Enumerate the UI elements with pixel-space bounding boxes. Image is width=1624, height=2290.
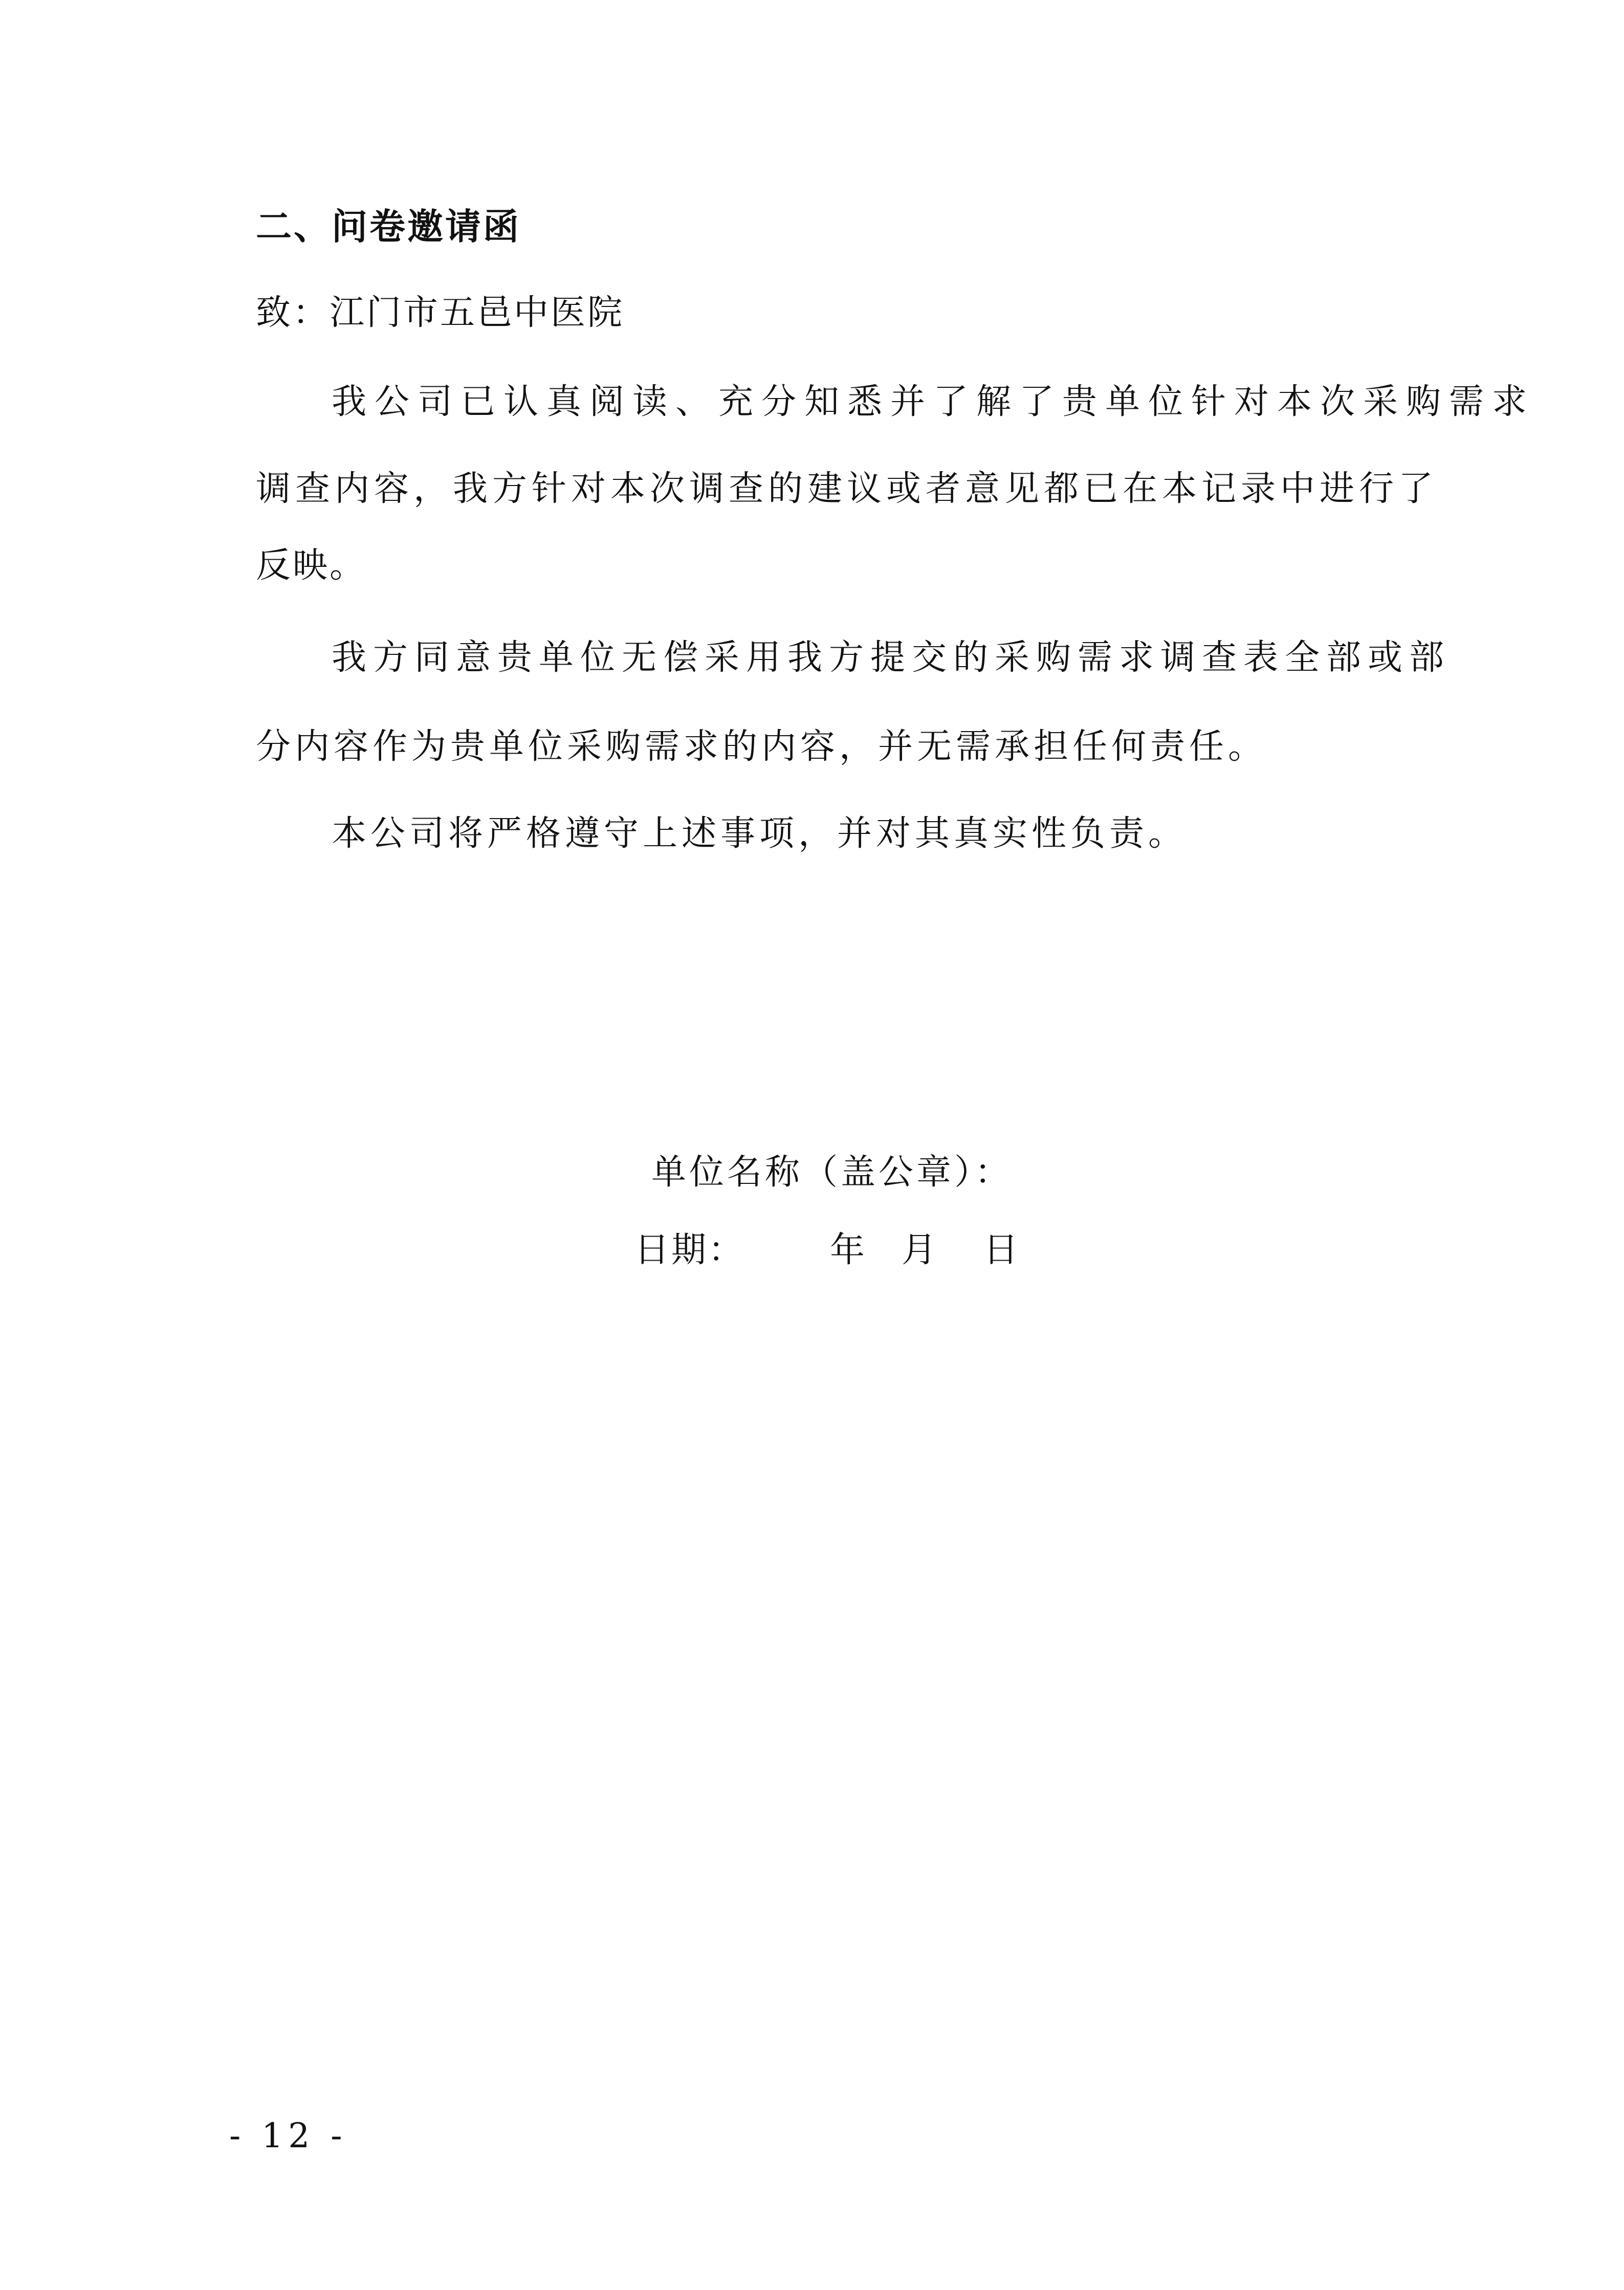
paragraph-1-line-2: 调查内容，我方针对本次调查的建议或者意见都已在本记录中进行了: [256, 469, 1438, 509]
paragraph-2-line-2: 分内容作为贵单位采购需求的内容，并无需承担任何责任。: [256, 726, 1267, 767]
date-month-label: 月: [902, 1230, 939, 1270]
unit-name-seal-label: 单位名称（盖公章）：: [651, 1152, 1013, 1193]
addressee: 致：江门市五邑中医院: [256, 293, 625, 333]
page-number: - 12 -: [229, 2116, 347, 2155]
date-year-label: 年: [830, 1230, 867, 1270]
paragraph-3-line-1: 本公司将严格遵守上述事项，并对其真实性负责。: [332, 813, 1188, 854]
paragraph-1-line-3: 反映。: [256, 545, 367, 586]
paragraph-2-line-1: 我方同意贵单位无偿采用我方提交的采购需求调查表全部或部: [332, 637, 1451, 678]
section-heading: 二、问卷邀请函: [256, 206, 521, 248]
date-label: 日期：: [634, 1230, 745, 1270]
paragraph-1-line-1: 我公司已认真阅读、充分知悉并了解了贵单位针对本次采购需求: [332, 382, 1535, 422]
date-day-label: 日: [983, 1230, 1021, 1270]
